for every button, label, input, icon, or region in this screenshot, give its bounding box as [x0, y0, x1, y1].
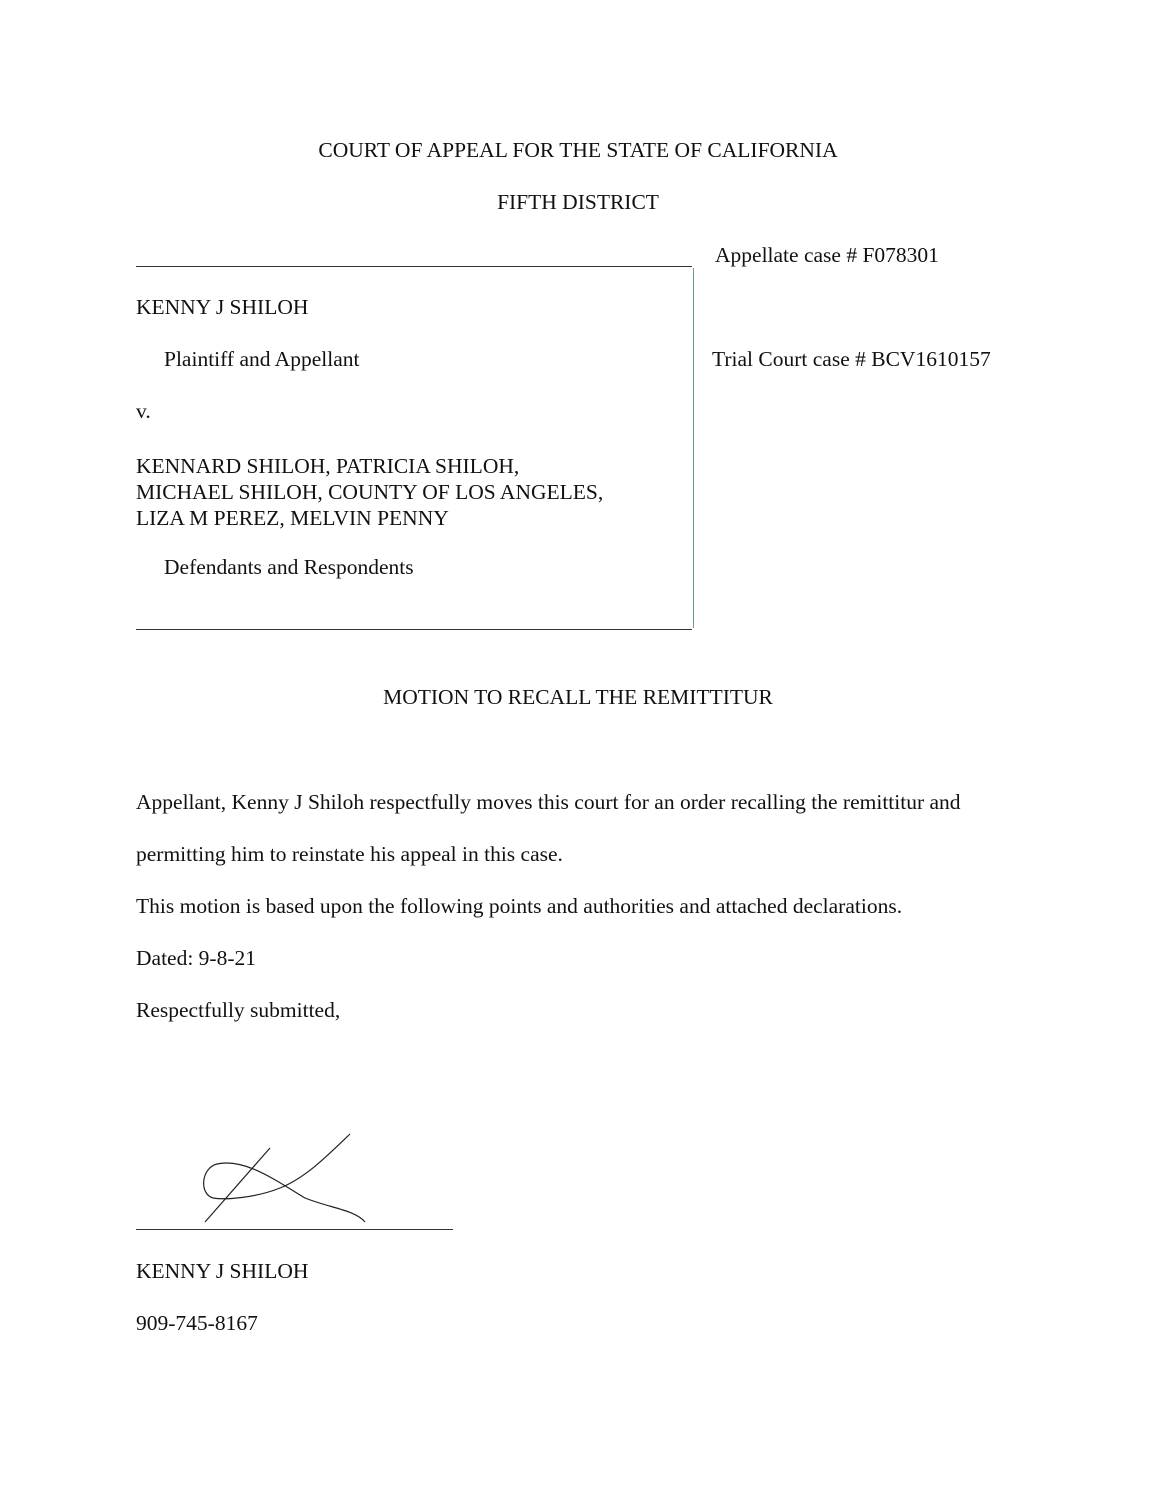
caption-bottom-rule — [136, 629, 692, 630]
versus-label: v. — [136, 399, 151, 423]
dated-line: Dated: 9-8-21 — [136, 946, 257, 970]
defendants-list — [136, 453, 603, 531]
closing-line: Respectfully submitted, — [136, 998, 341, 1022]
court-name: COURT OF APPEAL FOR THE STATE OF CALIFORNIA — [318, 138, 838, 162]
defendants-line: KENNARD SHILOH, PATRICIA SHILOH, — [136, 454, 520, 478]
signer-phone: 909-745-8167 — [136, 1311, 258, 1335]
motion-paragraph-line-2: permitting him to reinstate his appeal in this case. — [136, 842, 563, 866]
court-district: FIFTH DISTRICT — [497, 190, 659, 214]
motion-paragraph-line-1: Appellant, Kenny J Shiloh respectfully moves this court for an order recalling the remittitur and — [136, 790, 961, 814]
motion-basis: This motion is based upon the following points and authorities and attached declarations. — [136, 894, 903, 918]
signer-name: KENNY J SHILOH — [136, 1259, 309, 1283]
appellate-case-number: Appellate case # F078301 — [715, 243, 939, 267]
signature-rule — [136, 1229, 453, 1230]
defendants-line: LIZA M PEREZ, MELVIN PENNY — [136, 506, 449, 530]
plaintiff-name: KENNY J SHILOH — [136, 295, 309, 319]
defendants-line: MICHAEL SHILOH, COUNTY OF LOS ANGELES, — [136, 480, 604, 504]
plaintiff-role: Plaintiff and Appellant — [164, 347, 360, 371]
defendants-role: Defendants and Respondents — [164, 555, 414, 579]
trial-court-case-number: Trial Court case # BCV1610157 — [712, 347, 991, 371]
handwritten-signature — [195, 1128, 375, 1228]
caption-top-rule — [136, 266, 692, 267]
motion-title: MOTION TO RECALL THE REMITTITUR — [383, 685, 773, 709]
caption-vertical-rule — [693, 268, 694, 628]
